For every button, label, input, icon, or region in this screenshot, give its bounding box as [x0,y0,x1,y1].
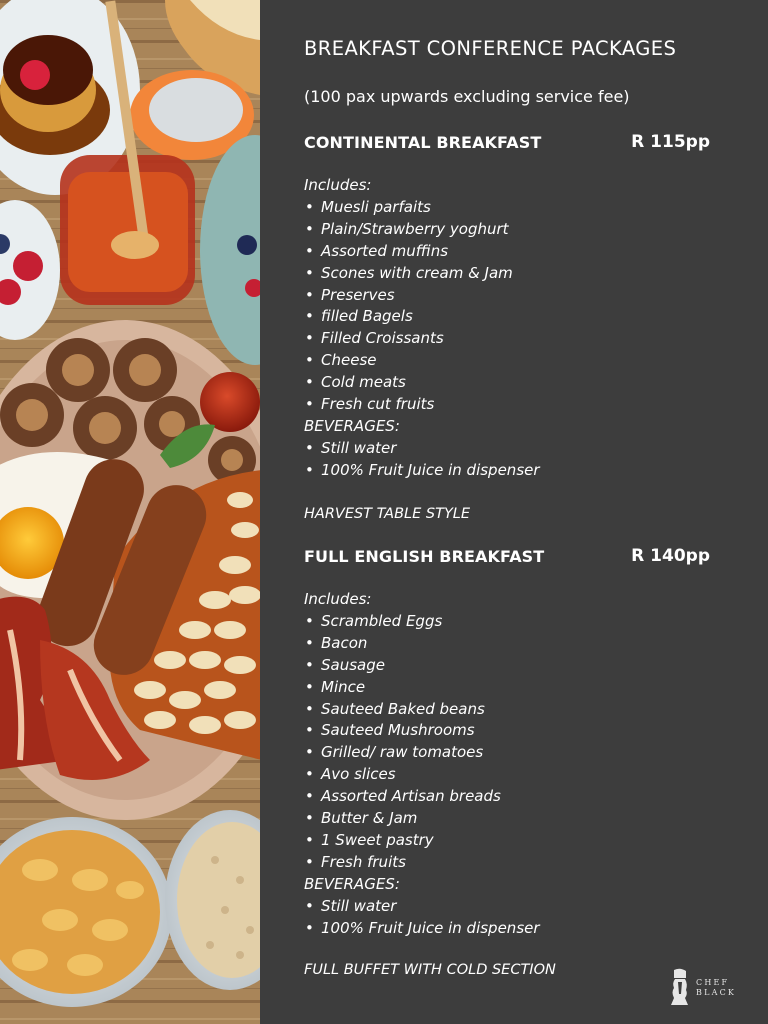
list-item: • Assorted Artisan breads [304,786,540,808]
chef-black-logo [668,968,748,1008]
style-note: FULL BUFFET WITH COLD SECTION [304,962,556,978]
list-item: • Still water [304,438,540,460]
list-item: • Grilled/ raw tomatoes [304,742,540,764]
package-items-list [304,589,540,940]
chef-silhouette-icon [668,968,692,1006]
logo-text-line1: CHEF [696,978,730,987]
list-item: • Fresh cut fruits [304,394,540,416]
list-item: • Fresh fruits [304,852,540,874]
logo-text-line2: BLACK [696,988,737,997]
package-price: R 140pp [631,546,710,566]
list-item: • Cold meats [304,372,540,394]
list-item: • 100% Fruit Juice in dispenser [304,918,540,940]
includes-label: Includes: [304,590,372,608]
list-item: • Scones with cream & Jam [304,263,540,285]
list-item: • Butter & Jam [304,808,540,830]
includes-label: Includes: [304,176,372,194]
page-title: BREAKFAST CONFERENCE PACKAGES [304,37,677,60]
list-item: • Still water [304,896,540,918]
package-name: CONTINENTAL BREAKFAST [304,133,542,152]
list-item: • Sauteed Mushrooms [304,720,540,742]
list-item: • Muesli parfaits [304,197,540,219]
list-item: • Sauteed Baked beans [304,699,540,721]
list-item: • Scrambled Eggs [304,611,540,633]
list-item: • Cheese [304,350,540,372]
list-item: • Mince [304,677,540,699]
list-item: • Preserves [304,285,540,307]
list-item: • Avo slices [304,764,540,786]
list-item: • 100% Fruit Juice in dispenser [304,460,540,482]
style-note: HARVEST TABLE STYLE [304,506,471,522]
beverages-label: BEVERAGES: [304,874,400,893]
list-item: • filled Bagels [304,306,540,328]
breakfast-photo [0,0,260,1024]
page-subtitle: (100 pax upwards excluding service fee) [304,87,630,106]
list-item: • Bacon [304,633,540,655]
list-item: • Plain/Strawberry yoghurt [304,219,540,241]
package-name: FULL ENGLISH BREAKFAST [304,547,545,566]
package-price: R 115pp [631,132,710,152]
list-item: • Filled Croissants [304,328,540,350]
list-item: • 1 Sweet pastry [304,830,540,852]
list-item: • Assorted muffins [304,241,540,263]
package-items-list [304,175,540,482]
list-item: • Sausage [304,655,540,677]
menu-panel [260,0,768,1024]
beverages-label: BEVERAGES: [304,416,400,435]
